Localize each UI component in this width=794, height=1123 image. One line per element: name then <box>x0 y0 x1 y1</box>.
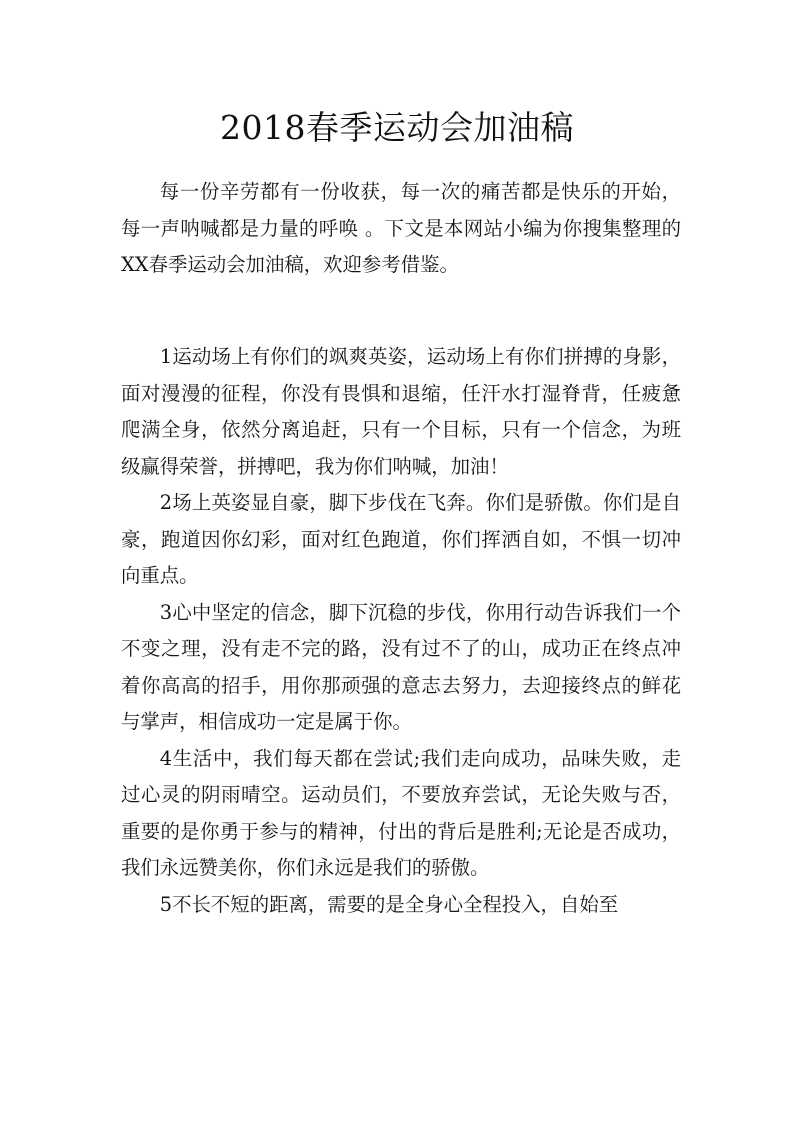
cheer-item-1: 1运动场上有你们的飒爽英姿，运动场上有你们拼搏的身影，面对漫漫的征程，你没有畏惧和退缩，任汗水打湿脊背，任疲惫爬满全身，依然分离追赶，只有一个目标，只有一个信念，为班级赢得荣誉，拼搏吧，我为你们呐喊，加油！ <box>121 345 681 478</box>
cheer-item-3: 3心中坚定的信念，脚下沉稳的步伐，你用行动告诉我们一个不变之理，没有走不完的路，没有过不了的山，成功正在终点冲着你高高的招手，用你那顽强的意志去努力，去迎接终点的鲜花与掌声，相信成功一定是属于你。 <box>121 600 681 733</box>
intro-section <box>121 174 681 284</box>
cheer-items-section <box>121 339 681 923</box>
intro-paragraph: 每一份辛劳都有一份收获，每一次的痛苦都是快乐的开始，每一声呐喊都是力量的呼唤 。下文是本网站小编为你搜集整理的XX春季运动会加油稿，欢迎参考借鉴。 <box>121 180 681 276</box>
cheer-item-5: 5不长不短的距离，需要的是全身心全程投入，自始至 <box>159 892 619 916</box>
cheer-item-2: 2场上英姿显自豪，脚下步伐在飞奔。你们是骄傲。你们是自豪，跑道因你幻彩，面对红色跑道，你们挥洒自如，不惧一切冲向重点。 <box>121 491 681 587</box>
cheer-item-4: 4生活中，我们每天都在尝试;我们走向成功，品味失败，走过心灵的阴雨晴空。运动员们，不要放弃尝试，无论失败与否，重要的是你勇于参与的精神，付出的背后是胜利;无论是否成功，我们永远赞美你，你们永远是我们的骄傲。 <box>121 746 681 879</box>
document-title: 2018春季运动会加油稿 <box>220 108 574 147</box>
